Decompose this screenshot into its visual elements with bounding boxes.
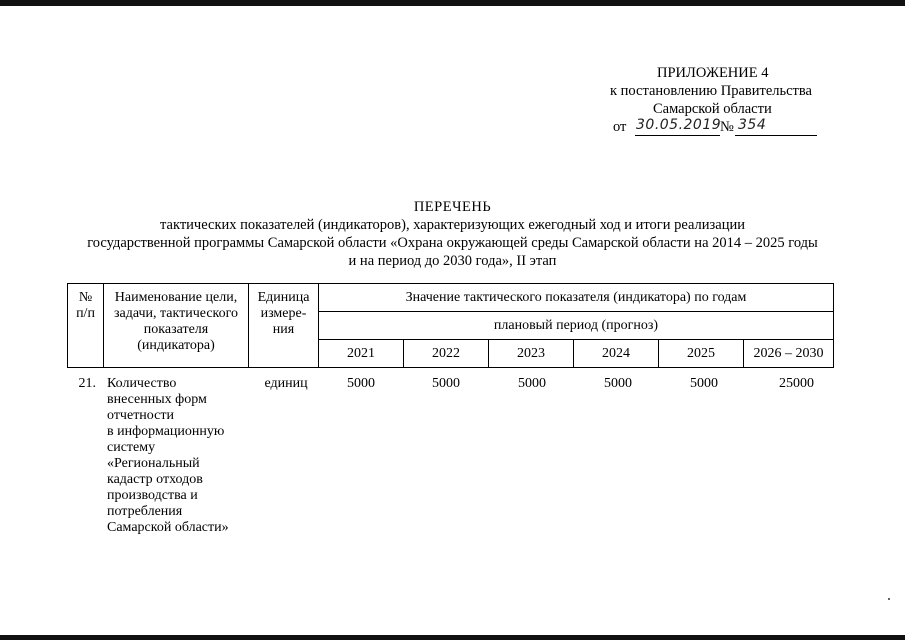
header-year: 2025 [659,340,744,368]
row-name-line: в информационную [107,424,225,439]
header-name-line: задачи, тактического [113,306,239,321]
row-name-line: «Региональный [107,456,200,471]
header-values-group: Значение тактического показателя (индикатора) по годам [319,284,834,312]
row-value-2022: 5000 [432,376,460,391]
heading-line2: государственной программы Самарской области «Охрана окружающей среды Самарской области на 2014 – 2025 годы [87,235,818,251]
header-num-line: п/п [76,306,95,321]
header-year: 2026 – 2030 [744,340,834,368]
appendix-title: ПРИЛОЖЕНИЕ 4 [657,65,769,81]
header-unit-line: ния [272,322,295,337]
header-num-line: № [78,290,93,305]
appendix-line2: к постановлению Правительства [610,83,812,99]
row-value-2024: 5000 [604,376,632,391]
row-name-line: внесенных форм [107,392,207,407]
scan-bottom-edge [0,635,905,640]
row-name-line: кадастр отходов [107,472,203,487]
row-name-line: Самарской области» [107,520,229,535]
row-value-2021: 5000 [347,376,375,391]
row-name-line: систему [107,440,156,455]
header-year: 2021 [319,340,404,368]
header-num-cell [68,284,104,368]
row-indicator-name [107,376,252,536]
number-label: № [720,119,734,135]
row-value-2025: 5000 [690,376,718,391]
header-name-line: показателя [143,322,209,337]
row-number: 21. [78,376,96,391]
row-value-2026-2030: 25000 [779,376,814,391]
row-name-line: потребления [107,504,183,519]
row-unit: единиц [264,376,308,391]
header-period-group: плановый период (прогноз) [319,312,834,340]
header-year: 2023 [489,340,574,368]
header-name-cell [104,284,249,368]
row-name-line: отчетности [107,408,174,423]
header-unit-line: измере- [260,306,307,321]
heading-line3: и на период до 2030 года», II этап [348,253,557,269]
scan-speck [888,598,890,600]
header-year: 2024 [574,340,659,368]
header-name-line: Наименование цели, [114,290,238,305]
heading-title: ПЕРЕЧЕНЬ [413,199,492,215]
appendix-line3: Самарской области [653,101,772,117]
appendix-from-label: от [613,119,627,135]
number-field [735,118,817,136]
row-name-line: Количество [107,376,177,391]
header-name-line: (индикатора) [137,338,215,353]
header-year: 2022 [404,340,489,368]
handwritten-date: 30.05.2019 [636,117,722,133]
row-name-line: производства и [107,488,198,503]
header-unit-line: Единица [257,290,310,305]
document-heading [40,198,865,270]
scan-top-edge [0,0,905,6]
indicators-table-header [67,283,834,368]
date-field [635,118,720,136]
row-value-2023: 5000 [518,376,546,391]
handwritten-number: 354 [738,117,767,133]
heading-line1: тактических показателей (индикаторов), характеризующих ежегодный ход и итоги реализации [160,217,745,233]
header-unit-cell [249,284,319,368]
